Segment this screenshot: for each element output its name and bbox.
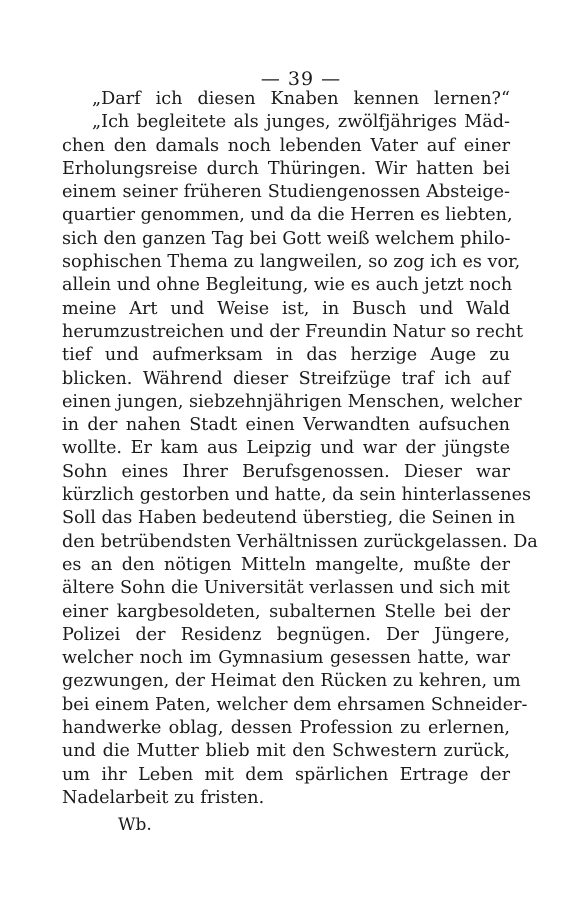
text-line: bei einem Paten, welcher dem ehrsamen Schneider- <box>62 694 528 715</box>
text-line: welcher noch im Gymnasium gesessen hatte, war <box>62 648 510 669</box>
text-line: tief und aufmerksam in das herzige Auge zu <box>62 345 510 366</box>
text-line: und die Mutter blieb mit den Schwestern zurück, <box>62 741 510 762</box>
text-line: den betrübendsten Verhältnissen zurückgelassen. Da <box>62 531 538 552</box>
text-line: kürzlich gestorben und hatte, da sein hinterlassenes <box>62 485 532 506</box>
text-line: herumzustreichen und der Freundin Natur so recht <box>62 321 524 342</box>
text-line: gezwungen, der Heimat den Rücken zu kehren, um <box>62 671 521 692</box>
text-line: Soll das Haben bedeutend überstieg, die Seinen in <box>62 508 516 529</box>
text-line: quartier genommen, und da die Herren es liebten, <box>62 205 513 226</box>
text-line: Polizei der Residenz begnügen. Der Jüngere, <box>62 624 510 645</box>
text-line: einer kargbesoldeten, subalternen Stelle bei der <box>62 601 510 622</box>
text-line: allein und ohne Begleitung, wie es auch jetzt noch <box>62 275 513 296</box>
signature: Wb. <box>118 815 152 835</box>
text-line: Erholungsreise durch Thüringen. Wir hatten bei <box>62 158 510 179</box>
text-line: es an den nötigen Mitteln mangelte, mußte der <box>62 554 510 575</box>
text-line: sophischen Thema zu langweilen, so zog ich es vor, <box>62 252 521 273</box>
text-line: einen jungen, siebzehnjährigen Menschen, welcher <box>62 391 522 412</box>
text-line: meine Art und Weise ist, in Busch und Wald <box>62 298 510 319</box>
text-line: blicken. Während dieser Streifzüge traf ich auf <box>62 368 510 389</box>
text-line: „Darf ich diesen Knaben kennen lernen?“ <box>92 89 510 109</box>
text-line: ältere Sohn die Universität verlassen und sich mit <box>62 578 510 599</box>
text-line: Sohn eines Ihrer Berufsgenossen. Dieser war <box>62 461 510 482</box>
text-line: in der nahen Stadt einen Verwandten aufsuchen <box>62 415 510 436</box>
text-line: chen den damals noch lebenden Vater auf einer <box>62 135 510 156</box>
text-line: wollte. Er kam aus Leipzig und war der jüngste <box>62 438 510 459</box>
text-line: sich den ganzen Tag bei Gott weiß welchem philo- <box>62 228 511 249</box>
text-line: um ihr Leben mit dem spärlichen Ertrage der <box>62 764 510 785</box>
text-line: einem seiner früheren Studiengenossen Absteige- <box>62 182 510 203</box>
text-line: „Ich begleitete als junges, zwölfjähriges Mäd- <box>92 112 510 133</box>
text-line: handwerke oblag, dessen Profession zu erlernen, <box>62 718 510 739</box>
page-number: — 39 — <box>260 68 342 90</box>
text-line: Nadelarbeit zu fristen. <box>62 787 265 808</box>
body-text <box>62 88 538 810</box>
